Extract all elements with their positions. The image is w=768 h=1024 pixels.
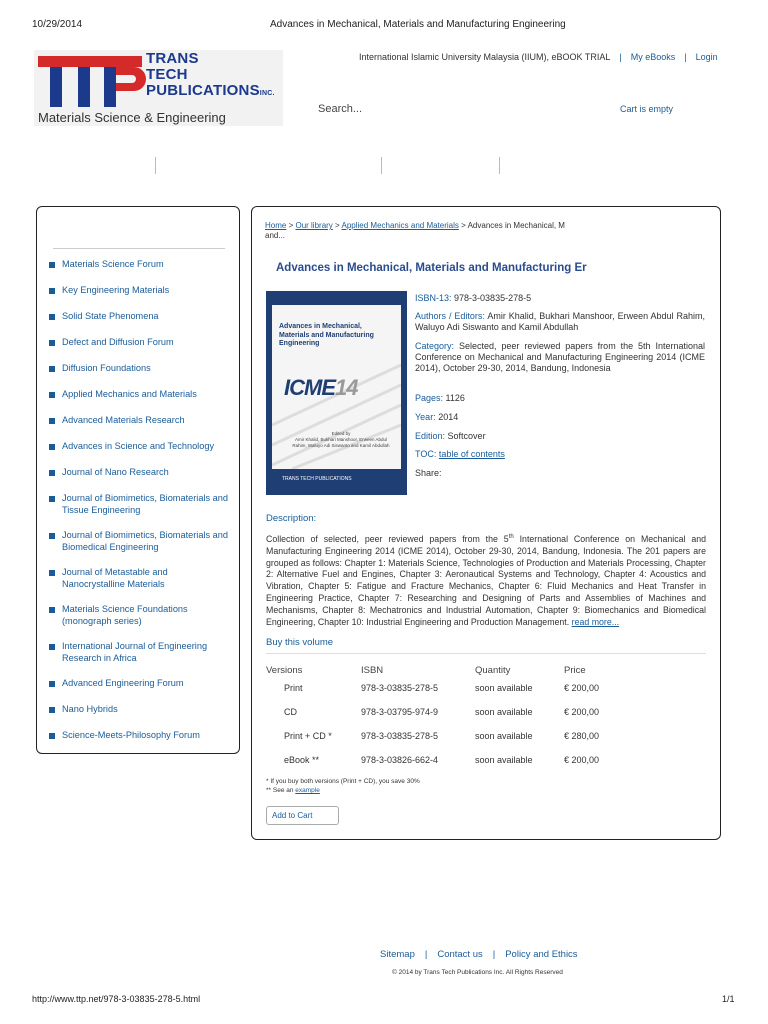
bullet-icon — [49, 340, 55, 346]
isbn-label: ISBN-13: — [415, 293, 452, 303]
nav-divider — [155, 157, 156, 174]
separator: | — [424, 949, 428, 960]
toc-link[interactable]: table of contents — [438, 449, 505, 459]
description-sup: th — [508, 534, 514, 540]
bullet-icon — [49, 570, 55, 576]
bullet-icon — [49, 644, 55, 650]
print-page-number: 1/1 — [722, 994, 735, 1004]
sidebar-journal-item[interactable] — [49, 493, 229, 516]
my-ebooks-link[interactable]: My eBooks — [630, 52, 676, 62]
bullet-icon — [49, 262, 55, 268]
logo-publications: PUBLICATIONS — [146, 82, 260, 99]
cart-status[interactable]: Cart is empty — [620, 104, 674, 114]
quantity-cell: soon available — [475, 755, 533, 765]
version-cell: Print — [284, 683, 303, 693]
description-label: Description: — [266, 513, 317, 524]
bullet-icon — [49, 392, 55, 398]
sidebar-journal-label: Diffusion Foundations — [62, 363, 151, 373]
sidebar-journal-item[interactable] — [49, 567, 229, 590]
cover-title: Advances in Mechanical, Materials and Manufacturing Engineering — [279, 323, 374, 347]
quantity-cell: soon available — [475, 731, 533, 741]
description-part-a: Collection of selected, peer reviewed papers from the 5 — [266, 533, 509, 544]
bullet-icon — [49, 288, 55, 294]
breadcrumb-library[interactable]: Our library — [295, 221, 333, 230]
edition-label: Edition: — [415, 431, 446, 441]
journal-list — [49, 259, 229, 756]
sidebar-journal-label: Key Engineering Materials — [62, 285, 170, 295]
buy-divider — [266, 653, 706, 654]
bullet-icon — [49, 733, 55, 739]
logo-line-3 — [146, 82, 275, 102]
sidebar-journal-label: Applied Mechanics and Materials — [62, 389, 197, 399]
footnote-2: ** See an — [266, 787, 296, 794]
cover-logo-b: 14 — [335, 375, 358, 400]
logo-subtitle: Materials Science & Engineering — [38, 110, 226, 125]
sidebar-journal-item[interactable] — [49, 363, 229, 375]
print-url: http://www.ttp.net/978-3-03835-278-5.html — [32, 994, 201, 1004]
top-links — [359, 52, 718, 62]
share-label: Share: — [415, 468, 442, 478]
breadcrumb-sep: > — [332, 221, 342, 230]
sidebar-journal-item[interactable] — [49, 730, 229, 742]
quantity-cell: soon available — [475, 707, 533, 717]
sidebar-journal-item[interactable] — [49, 704, 229, 716]
bullet-icon — [49, 681, 55, 687]
toc-label: TOC: — [415, 449, 437, 459]
share-row — [415, 468, 705, 479]
category-label: Category: — [415, 341, 455, 351]
sidebar-journal-item[interactable] — [49, 604, 229, 627]
bullet-icon — [49, 418, 55, 424]
nav-divider — [499, 157, 500, 174]
sidebar-divider — [53, 248, 225, 249]
sidebar-journal-item[interactable] — [49, 530, 229, 553]
sidebar-journal-label: Nano Hybrids — [62, 704, 118, 714]
edition-row — [415, 431, 705, 442]
version-cell: CD — [284, 707, 297, 717]
add-to-cart-button[interactable]: Add to Cart — [266, 806, 339, 825]
isbn-cell: 978-3-03835-278-5 — [361, 731, 439, 741]
cover-publisher: TRANS TECH PUBLICATIONS — [282, 476, 352, 482]
logo-inc: INC. — [259, 90, 275, 97]
breadcrumb-series[interactable]: Applied Mechanics and Materials — [341, 221, 459, 230]
footer-links — [380, 949, 578, 960]
login-link[interactable]: Login — [695, 52, 718, 62]
footnote-1: * If you buy both versions (Print + CD), you save 30% — [266, 778, 420, 785]
read-more-link[interactable]: read more... — [571, 616, 620, 627]
sidebar-journal-item[interactable] — [49, 285, 229, 297]
bullet-icon — [49, 533, 55, 539]
isbn-cell: 978-3-03826-662-4 — [361, 755, 439, 765]
bullet-icon — [49, 470, 55, 476]
contact-link[interactable]: Contact us — [437, 949, 483, 960]
bullet-icon — [49, 314, 55, 320]
bullet-icon — [49, 496, 55, 502]
bullet-icon — [49, 707, 55, 713]
toc-row — [415, 449, 705, 460]
sidebar-journal-item[interactable] — [49, 415, 229, 427]
logo-line-2: TECH — [146, 66, 188, 83]
sidebar-journal-label: Materials Science Forum — [62, 259, 164, 269]
sidebar-journal-item[interactable] — [49, 678, 229, 690]
cover-editors — [292, 431, 390, 449]
sidebar-journal-label: Advanced Materials Research — [62, 415, 185, 425]
site-logo[interactable] — [34, 50, 283, 126]
policy-link[interactable]: Policy and Ethics — [505, 949, 578, 960]
authors-row — [415, 311, 705, 333]
sidebar-journal-item[interactable] — [49, 311, 229, 323]
sidebar-journal-label: Science-Meets-Philosophy Forum — [62, 730, 200, 740]
sidebar-journal-item[interactable] — [49, 641, 229, 664]
sidebar-journal-item[interactable] — [49, 467, 229, 479]
version-cell: Print + CD * — [284, 731, 332, 741]
edition-value: Softcover — [447, 431, 486, 441]
page-title: Advances in Mechanical, Materials and Manufacturing Er — [276, 262, 587, 274]
price-cell: € 280,00 — [564, 731, 600, 741]
pages-value: 1126 — [445, 393, 465, 403]
separator: | — [684, 52, 687, 62]
year-value: 2014 — [438, 412, 459, 422]
price-cell: € 200,00 — [564, 707, 600, 717]
sidebar-journal-item[interactable] — [49, 389, 229, 401]
price-cell: € 200,00 — [564, 683, 600, 693]
sidebar-journal-label: Journal of Nano Research — [62, 467, 169, 477]
book-cover — [266, 291, 407, 495]
col-header-price: Price — [564, 665, 586, 676]
separator: | — [619, 52, 622, 62]
institution-text: International Islamic University Malaysia (IIUM), eBOOK TRIAL — [359, 52, 611, 62]
isbn-row — [415, 293, 705, 304]
category-row — [415, 341, 705, 374]
cover-logo — [284, 375, 357, 401]
authors-value: Amir Khalid, Bukhari Manshoor, Erween Abdul Rahim, Waluyo Adi Siswanto and Kamil Abdullah — [415, 311, 705, 332]
copyright: © 2014 by Trans Tech Publications Inc. All Rights Reserved — [392, 969, 563, 976]
breadcrumb-home[interactable]: Home — [265, 221, 287, 230]
logo-line-1: TRANS — [146, 50, 199, 67]
sitemap-link[interactable]: Sitemap — [380, 949, 415, 960]
description-part-b: International Conference on Mechanical and Manufacturing Engineering 2014 (ICME 2014), October 29-30, 2014, Bandung, Indonesia. The 201 papers are grouped as follows: Chapter 1: Materials Science, Technologies of Production and Materials Processing, Chapter 2: Alternative Fuel and Engines, Chapter 3: Aeronautical Systems and Technology, Chapter 4: Acoustics and Vibration, Chapter 5: Fatigue and Fracture Mechanics, Chapter 6: Fluid Mechanics and Heat Transfer in Engineering Practice, Chapter 7: Researching and Designing of Parts and Assemblies of Machines and Mechanisms, Chapter 8: Mechatronics and Industrial Automation, Chapter 9: Biomechanics and Biomedical Engineering, Chapter 10: Industrial Engineering and Production Management. — [266, 533, 707, 627]
isbn-cell: 978-3-03835-278-5 — [361, 683, 439, 693]
print-title: Advances in Mechanical, Materials and Manufacturing Engineering — [270, 19, 566, 30]
breadcrumb — [265, 221, 595, 241]
col-header-versions: Versions — [266, 665, 303, 676]
cover-logo-a: ICME — [284, 375, 335, 400]
sidebar-journal-label: Advanced Engineering Forum — [62, 678, 184, 688]
sidebar-journal-label: Journal of Biomimetics, Biomaterials and Tissue Engineering — [62, 493, 228, 515]
breadcrumb-sep: > — [458, 221, 468, 230]
authors-label: Authors / Editors: — [415, 311, 485, 321]
sidebar-journal-label: Solid State Phenomena — [62, 311, 159, 321]
isbn-value: 978-3-03835-278-5 — [454, 293, 532, 303]
sidebar-journal-label: Materials Science Foundations (monograph series) — [62, 604, 188, 626]
bullet-icon — [49, 366, 55, 372]
sidebar-journal-item[interactable] — [49, 259, 229, 271]
cover-editors-names: Amir Khalid, Bukhari Manshoor, Erween Abdul Rahim, Waluyo Adi Siswanto and Kamil Abdullah — [292, 437, 390, 448]
col-header-quantity: Quantity — [475, 665, 511, 676]
breadcrumb-current-cont: and... — [265, 231, 286, 240]
sidebar-journal-item[interactable] — [49, 441, 229, 453]
buy-volume-label: Buy this volume — [266, 637, 334, 648]
category-value: Selected, peer reviewed papers from the 5th International Conference on Mechanical and Manufacturing Engineering 2014 (ICME 2014), October 29-30, 2014, Bandung, Indonesia — [415, 341, 705, 373]
sidebar-journal-label: Journal of Metastable and Nanocrystalline Materials — [62, 567, 168, 589]
sidebar — [36, 206, 240, 754]
year-label: Year: — [415, 412, 436, 422]
breadcrumb-current: Advances in Mechanical, M — [467, 221, 565, 230]
cover-editors-label: Edited by — [331, 431, 351, 436]
version-cell: eBook ** — [284, 755, 320, 765]
quantity-cell: soon available — [475, 683, 533, 693]
example-link[interactable]: example — [295, 787, 320, 794]
nav-divider — [381, 157, 382, 174]
sidebar-journal-label: Journal of Biomimetics, Biomaterials and Biomedical Engineering — [62, 530, 228, 552]
pages-label: Pages: — [415, 393, 444, 403]
price-cell: € 200,00 — [564, 755, 600, 765]
separator: | — [492, 949, 496, 960]
col-header-isbn: ISBN — [361, 665, 384, 676]
print-date: 10/29/2014 — [32, 19, 83, 30]
description-text — [266, 532, 706, 628]
sidebar-journal-label: Advances in Science and Technology — [62, 441, 215, 451]
search-input[interactable] — [318, 101, 518, 117]
sidebar-journal-label: Defect and Diffusion Forum — [62, 337, 174, 347]
pages-row — [415, 393, 705, 404]
ttp-logo-icon — [38, 54, 146, 110]
breadcrumb-sep: > — [286, 221, 296, 230]
sidebar-journal-item[interactable] — [49, 337, 229, 349]
year-row — [415, 412, 705, 423]
sidebar-journal-label: International Journal of Engineering Research in Africa — [62, 641, 208, 663]
isbn-cell: 978-3-03795-974-9 — [361, 707, 439, 717]
bullet-icon — [49, 444, 55, 450]
bullet-icon — [49, 607, 55, 613]
versions-footnote — [266, 777, 420, 795]
